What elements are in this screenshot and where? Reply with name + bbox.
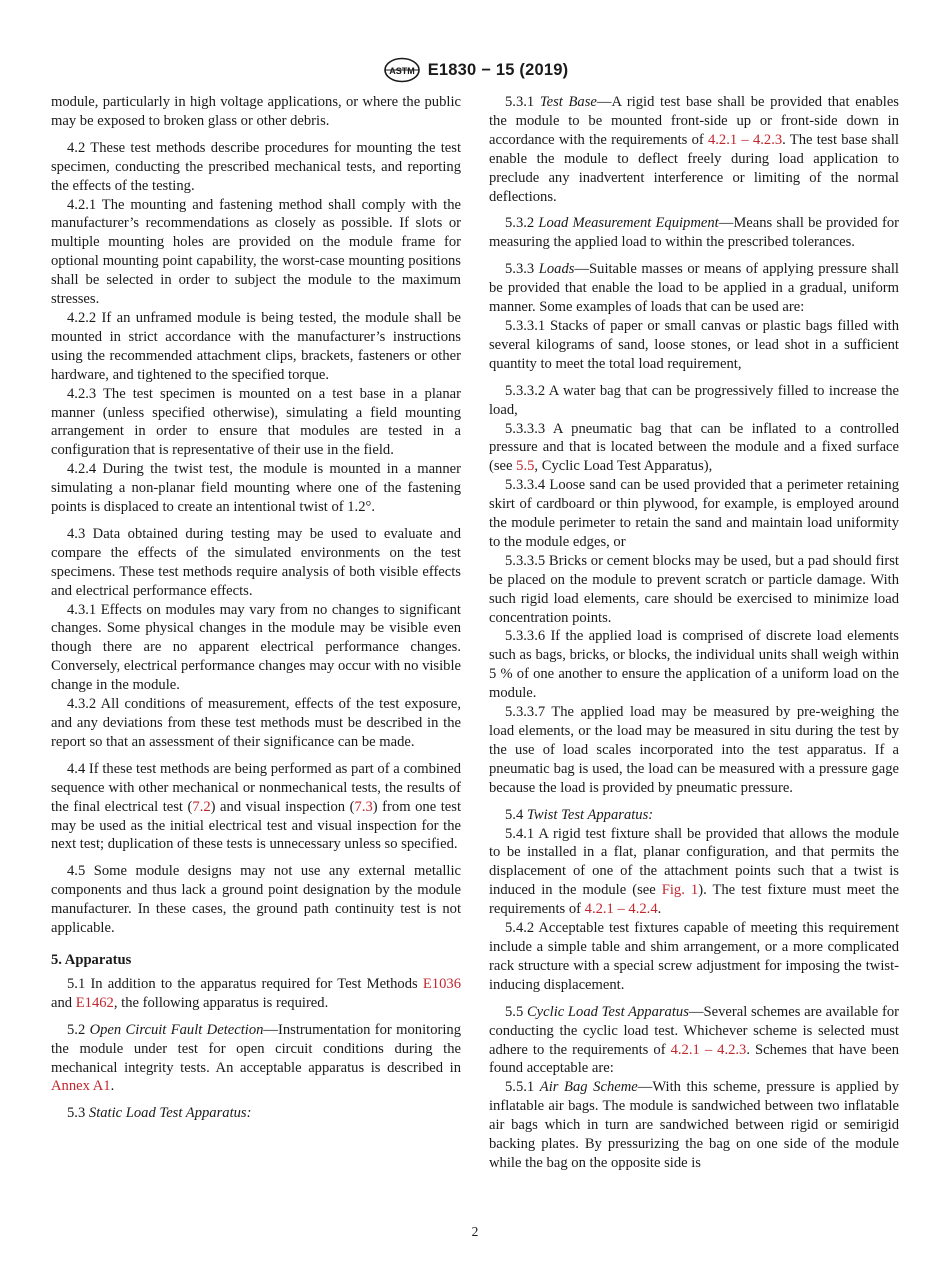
paragraph-5-4-1: 5.4.1 A rigid test fixture shall be provided that allows the module to be installed in a flat, planar configuration, and that permits the displacement of one of the attachment points such that a twist is induced in the module (see Fig. 1). The test fixture must meet the requirements of 4.2.1 – 4.2.4. bbox=[489, 825, 900, 918]
paragraph-5-3-2: 5.3.2 Load Measurement Equipment—Means shall be provided for measuring the applied load to within the prescribed tolerances. bbox=[489, 215, 900, 251]
document-designation: E1830 − 15 (2019) bbox=[427, 60, 569, 79]
link-4-2-1-4-2-3[interactable]: 4.2.1 – 4.2.3 bbox=[707, 131, 783, 148]
paragraph-5-4-2: 5.4.2 Acceptable test fixtures capable of meeting this requirement include a simple table and shim arrangement, or a more complicated rack structure with a special screw adjustment for imposing the twist-inducing displacement. bbox=[489, 920, 899, 993]
paragraph-5-3-3-6: 5.3.3.6 If the applied load is comprised of discrete load elements such as bags, bricks, or blocks, the individual units shall weigh within 5 % of one another to ensure the application of a uniform load on the module. bbox=[489, 628, 899, 702]
right-column bbox=[489, 93, 899, 1173]
page-number: 2 bbox=[471, 1224, 479, 1239]
paragraph-4-2: 4.2 These test methods describe procedures for mounting the test specimen, conducting the prescribed mechanical tests, and reporting the effects of the testing. bbox=[51, 139, 461, 194]
paragraph-5-5: 5.5 Cyclic Load Test Apparatus—Several schemes are available for conducting the cyclic load test. Whichever scheme is selected must adhere to the requirements of 4.2.1 – 4.2.3. Schemes that have been found acceptable are: bbox=[489, 1003, 900, 1077]
paragraph-5-3: 5.3 Static Load Test Apparatus: bbox=[67, 1105, 252, 1122]
paragraph-4-4: 4.4 If these test methods are being performed as part of a combined sequence with other mechanical or nonmechanical tests, the results of the final electrical test (7.2) and visual inspection (7.3) from one test may be used as the initial electrical test and visual inspection for the next test; duplication of these tests is unnecessary unless so specified. bbox=[51, 760, 461, 853]
paragraph-5-3-3: 5.3.3 Loads—Suitable masses or means of applying pressure shall be provided that enable the load to be applied in a gradual, uniform manner. Some examples of loads that can be used are: bbox=[489, 261, 899, 316]
link-7-2[interactable]: 7.2 bbox=[192, 798, 211, 815]
paragraph-5-1: 5.1 In addition to the apparatus required for Test Methods E1036 and E1462, the following apparatus is required. bbox=[51, 975, 461, 1011]
link-4-2-1-4-2-4[interactable]: 4.2.1 – 4.2.4 bbox=[584, 901, 658, 918]
paragraph-4-3-2: 4.3.2 All conditions of measurement, effects of the test exposure, and any deviations from these test methods must be described in the report so that an assessment of their significance can be made. bbox=[51, 696, 461, 750]
paragraph-continued: module, particularly in high voltage applications, or where the public may be exposed to broken glass or other debris. bbox=[51, 94, 461, 129]
link-e1462[interactable]: E1462 bbox=[75, 994, 114, 1011]
paragraph-4-5: 4.5 Some module designs may not use any external metallic components and thus lack a ground point designation by the module manufacturer. In these cases, the ground path continuity test is not applicable. bbox=[51, 863, 461, 937]
link-7-3[interactable]: 7.3 bbox=[354, 798, 373, 815]
paragraph-5-3-1: 5.3.1 Test Base—A rigid test base shall be provided that enables the module to be mounted front-side up or front-side down in accordance with the requirements of 4.2.1 – 4.2.3. The test base shall enable the module to deflect freely during load application to preclude any inadvertent interference or limiting of the normal deflections. bbox=[489, 94, 899, 205]
paragraph-5-5-1: 5.5.1 Air Bag Scheme—With this scheme, pressure is applied by inflatable air bags. The module is sandwiched between two inflatable air bags which in turn are sandwiched between rigid or semirigid backing plates. By pressurizing the bag on one side of the module while the bag on the opposite side is bbox=[489, 1079, 899, 1171]
page-header bbox=[0, 56, 950, 84]
paragraph-5-3-3-5: 5.3.3.5 Bricks or cement blocks may be used, but a pad should first be placed on the module to prevent scratch or particle damage. With such rigid load elements, care should be exercised to minimize load concentration points. bbox=[489, 552, 899, 626]
paragraph-5-3-3-1: 5.3.3.1 Stacks of paper or small canvas or plastic bags filled with several kilograms of sand, loose stones, or lead shot in a sufficient quantity to meet the total load requirement, bbox=[489, 317, 899, 372]
link-4-2-1-4-2-3-b[interactable]: 4.2.1 – 4.2.3 bbox=[670, 1041, 747, 1058]
link-fig-1[interactable]: Fig. 1 bbox=[661, 882, 699, 899]
logo-text: ASTM bbox=[388, 66, 415, 76]
paragraph-4-2-2: 4.2.2 If an unframed module is being tested, the module shall be mounted in strict accordance with the manufacturer’s instructions using the recommended attachment clips, brackets, fasteners or other hardware, and tightened to the specified torque. bbox=[51, 309, 461, 383]
paragraph-4-2-3: 4.2.3 The test specimen is mounted on a test base in a planar manner (unless specified otherwise), simulating a field mounting arrangement in order to ensure that modules are tested in a configuration that is representative of their use in the field. bbox=[51, 385, 461, 459]
paragraph-4-2-1: 4.2.1 The mounting and fastening method shall comply with the manufacturer’s recommendations as closely as possible. If slots or multiple mounting holes are provided on the module frame for optional mounting point capability, the worst-case mounting positions shall be selected in order to subject the module to the maximum stresses. bbox=[51, 196, 461, 308]
paragraph-5-4: 5.4 Twist Test Apparatus: bbox=[505, 806, 654, 823]
paragraph-4-3-1: 4.3.1 Effects on modules may vary from no changes to significant changes. Some physical changes in the module may be visible even though there are no apparent electrical performance changes. Conversely, electrical performance changes may occur with no visible change in the module. bbox=[51, 601, 461, 694]
paragraph-5-3-3-2: 5.3.3.2 A water bag that can be progressively filled to increase the load, bbox=[489, 382, 899, 418]
astm-logo-icon bbox=[382, 57, 422, 83]
paragraph-5-3-3-3: 5.3.3.3 A pneumatic bag that can be inflated to a controlled pressure and that is located between the module and a fixed surface (see 5.5, Cyclic Load Test Apparatus), bbox=[489, 420, 899, 475]
section-heading-apparatus: 5. Apparatus bbox=[51, 951, 132, 968]
paragraph-4-3: 4.3 Data obtained during testing may be used to evaluate and compare the effects of the simulated environments on the test specimens. These test methods require analysis of both visible effects and electrical performance effects. bbox=[51, 525, 461, 599]
link-5-5[interactable]: 5.5 bbox=[516, 458, 535, 475]
paragraph-5-3-3-7: 5.3.3.7 The applied load may be measured by pre-weighing the load elements, or the load may be measured in situ during the test by the use of load scales incorporated into the test apparatus. If a pneumatic bag is used, the load can be measured with a pressure gage because the load is provided by pneumatic pressure. bbox=[489, 704, 899, 796]
link-e1036[interactable]: E1036 bbox=[422, 975, 461, 992]
left-column bbox=[51, 93, 461, 1123]
paragraph-5-3-3-4: 5.3.3.4 Loose sand can be used provided that a perimeter retaining skirt of cardboard or thin plywood, for example, is employed around the module perimeter to retain the sand and maintain load uniformity to the module edges, or bbox=[489, 477, 899, 550]
paragraph-5-2: 5.2 Open Circuit Fault Detection—Instrumentation for monitoring the module under test for open circuit conditions during the mechanical integrity tests. An acceptable apparatus is described in Annex A1. bbox=[51, 1021, 461, 1095]
paragraph-4-2-4: 4.2.4 During the twist test, the module is mounted in a manner simulating a non-planar field mounting where one of the fastening points is displaced to create an intentional twist of 1.2°. bbox=[51, 461, 461, 516]
link-annex-a1[interactable]: Annex A1 bbox=[51, 1078, 111, 1095]
